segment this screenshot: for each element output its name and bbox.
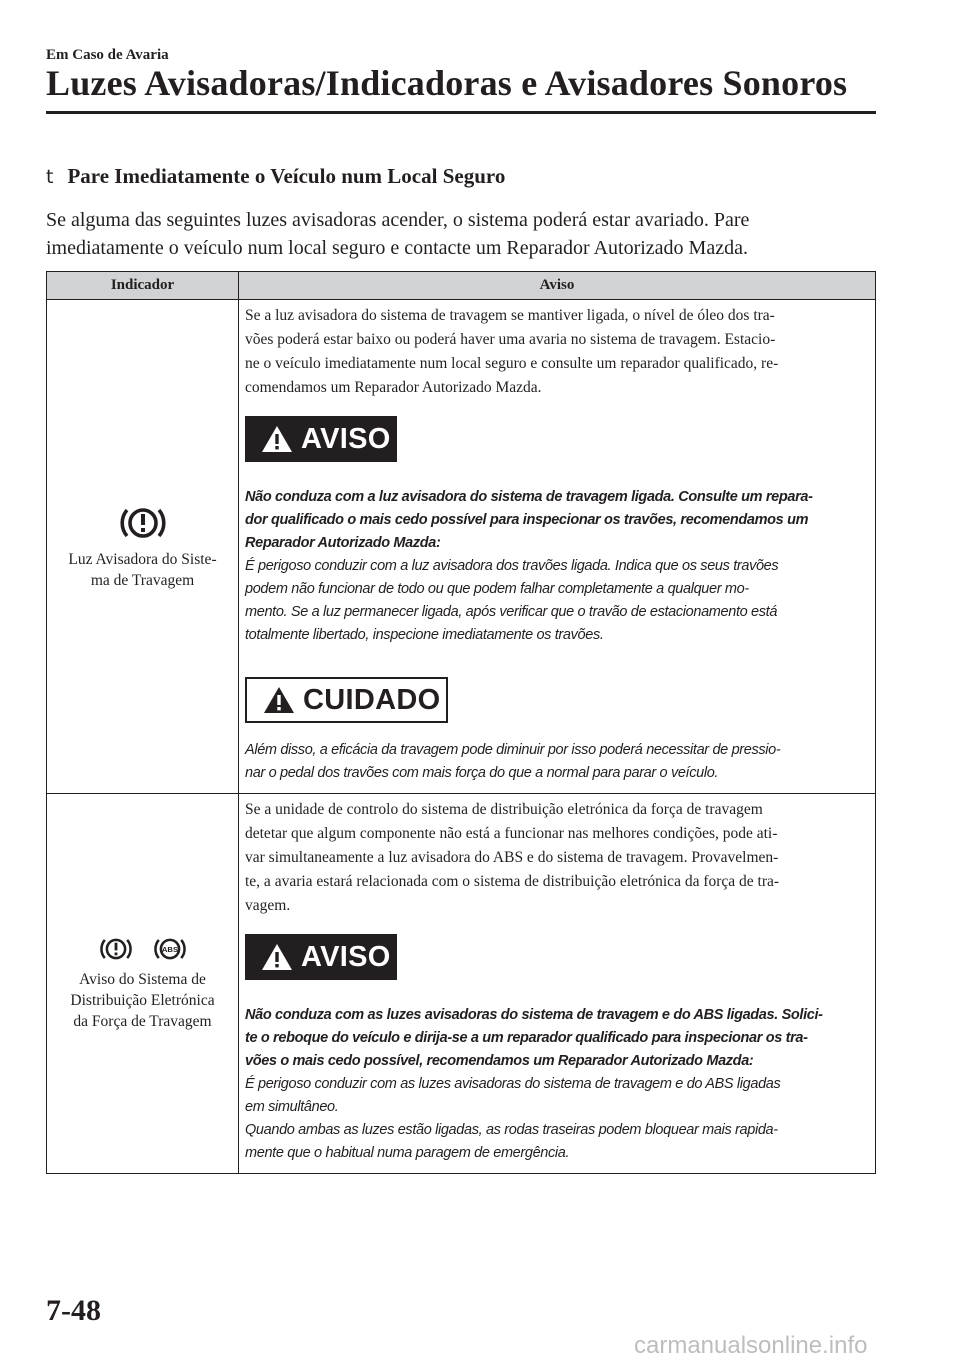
table-row: [47, 300, 876, 794]
text-line: te, a avaria estará relacionada com o sistema de distribuição eletrónica da força de tra-: [245, 873, 780, 890]
cuidado-badge-wrap: [245, 677, 869, 723]
warning-triangle-icon: [261, 943, 293, 971]
text-line: vagem.: [245, 897, 291, 914]
heading-text: Pare Imediatamente o Veículo num Local Seguro: [67, 164, 506, 188]
text-line: comendamos um Reparador Autorizado Mazda.: [245, 379, 542, 396]
title-rule: [46, 111, 876, 114]
text-line: Reparador Autorizado Mazda:: [245, 535, 441, 551]
text-line: em simultâneo.: [245, 1099, 339, 1115]
warning-text: [245, 555, 869, 647]
warning-bold-text: [245, 1004, 869, 1073]
cuidado-label: CUIDADO: [303, 683, 441, 716]
aviso-label: AVISO: [301, 422, 391, 455]
header-indicator: Indicador: [47, 272, 239, 300]
description: [245, 798, 869, 918]
aviso-badge: [245, 416, 397, 462]
text-line: vões poderá estar baixo ou poderá haver uma avaria no sistema de travagem. Estacio-: [245, 331, 776, 348]
text-line: Não conduza com as luzes avisadoras do sistema de travagem e do ABS ligadas. Solici-: [245, 1007, 823, 1023]
text-line: Além disso, a eficácia da travagem pode diminuir por isso poderá necessitar de pressio-: [245, 742, 781, 758]
description: [245, 304, 869, 400]
page-title: Luzes Avisadoras/Indicadoras e Avisadores Sonoros: [46, 63, 848, 103]
indicator-icons: [48, 935, 237, 963]
warning-cell: [239, 300, 876, 794]
brake-warning-icon: [97, 935, 135, 963]
warning-lights-table: [46, 271, 876, 1174]
table-header-row: [47, 272, 876, 300]
indicator-label-line: ma de Travagem: [90, 571, 195, 589]
header-warning: Aviso: [239, 272, 876, 300]
text-line: mente que o habitual numa paragem de emergência.: [245, 1145, 570, 1161]
page-number: 7-48: [46, 1294, 101, 1327]
intro-line: Se alguma das seguintes luzes avisadoras acender, o sistema poderá estar avariado. Pare: [46, 209, 750, 231]
intro-paragraph: [46, 206, 886, 262]
indicator-label-line: Luz Avisadora do Siste-: [68, 550, 217, 568]
text-line: dor qualificado o mais cedo possível para inspecionar os travões, recomendamos um: [245, 512, 809, 528]
text-line: totalmente libertado, inspecione imediatamente os travões.: [245, 627, 604, 643]
indicator-cell: [47, 300, 239, 794]
table-row: [47, 794, 876, 1174]
aviso-badge-wrap: [245, 934, 869, 980]
warning-text: [245, 1073, 869, 1165]
abs-icon-label: ABS: [161, 944, 178, 954]
warning-triangle-icon: [263, 686, 295, 714]
indicator-icons: [48, 503, 237, 543]
text-line: mento. Se a luz permanecer ligada, após verificar que o travão de estacionamento está: [245, 604, 778, 620]
watermark: carmanualsonline.info: [634, 1332, 868, 1359]
aviso-badge-wrap: [245, 416, 869, 462]
heading-bullet-icon: t: [46, 166, 54, 188]
text-line: ne o veículo imediatamente num local seguro e consulte um reparador qualificado, re-: [245, 355, 779, 372]
brake-warning-icon: [116, 503, 170, 543]
indicator-label-line: da Força de Travagem: [73, 1013, 212, 1030]
text-line: É perigoso conduzir com a luz avisadora dos travões ligada. Indica que os seus travões: [245, 558, 779, 574]
indicator-label-line: Aviso do Sistema de: [79, 971, 206, 988]
text-line: É perigoso conduzir com as luzes avisadoras do sistema de travagem e do ABS ligadas: [245, 1076, 781, 1092]
warning-triangle-icon: [261, 425, 293, 453]
text-line: var simultaneamente a luz avisadora do ABS e do sistema de travagem. Provavelmen-: [245, 849, 779, 866]
warning-cell: [239, 794, 876, 1174]
section-heading: [46, 164, 505, 189]
text-line: Quando ambas as luzes estão ligadas, as rodas traseiras podem bloquear mais rapida-: [245, 1122, 778, 1138]
text-line: te o reboque do veículo e dirija-se a um reparador qualificado para inspecionar os tra-: [245, 1030, 808, 1046]
caution-text: [245, 739, 869, 785]
text-line: nar o pedal dos travões com mais força do que a normal para parar o veículo.: [245, 765, 719, 781]
text-line: detetar que algum componente não está a funcionar nas melhores condições, pode ati-: [245, 825, 778, 842]
text-line: Se a unidade de controlo do sistema de distribuição eletrónica da força de travagem: [245, 801, 763, 818]
indicator-label-line: Distribuição Eletrónica: [70, 992, 215, 1009]
text-line: Se a luz avisadora do sistema de travagem se mantiver ligada, o nível de óleo dos tra-: [245, 307, 775, 324]
section-label: Em Caso de Avaria: [46, 47, 169, 63]
cuidado-badge: [245, 677, 448, 723]
text-line: Não conduza com a luz avisadora do sistema de travagem ligada. Consulte um repara-: [245, 489, 813, 505]
intro-line: imediatamente o veículo num local seguro e contacte um Reparador Autorizado Mazda.: [46, 237, 748, 259]
text-line: podem não funcionar de todo ou que podem falhar completamente a qualquer mo-: [245, 581, 749, 597]
aviso-badge: [245, 934, 397, 980]
warning-bold-text: [245, 486, 869, 555]
aviso-label: AVISO: [301, 940, 391, 973]
indicator-cell: [47, 794, 239, 1174]
text-line: vões o mais cedo possível, recomendamos um Reparador Autorizado Mazda:: [245, 1053, 754, 1069]
abs-warning-icon: [151, 935, 189, 963]
